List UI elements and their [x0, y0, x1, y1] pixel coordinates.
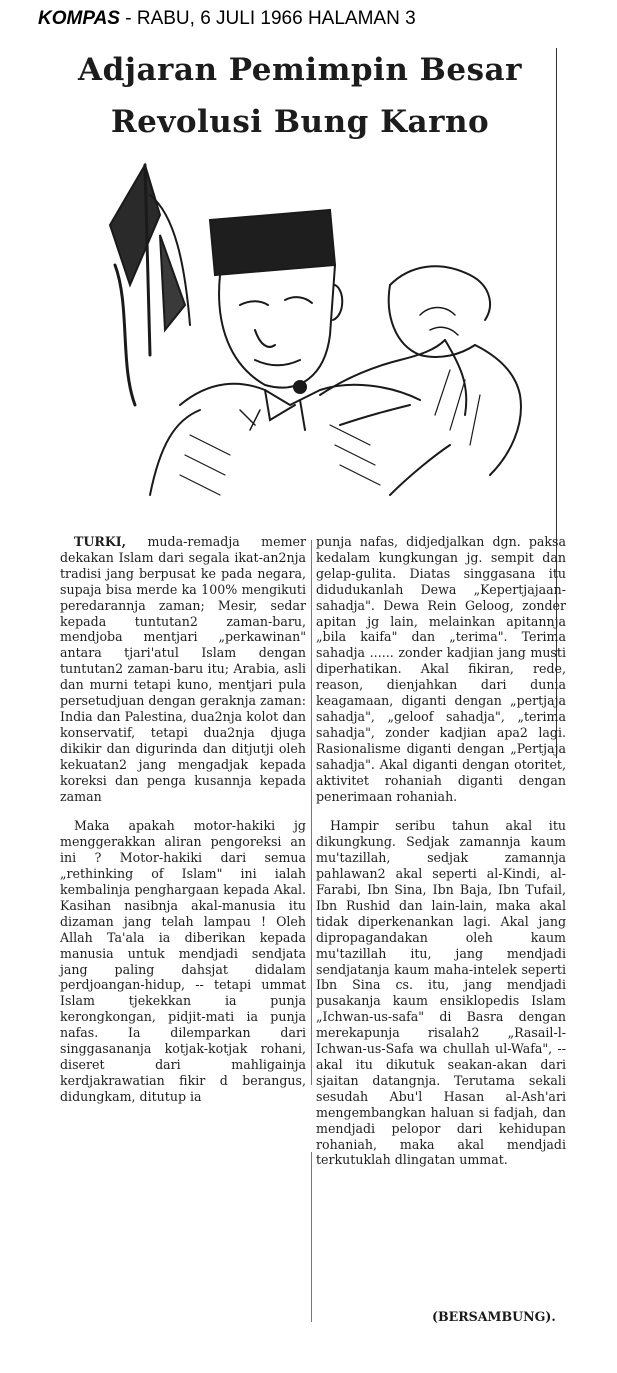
lead-word: TURKI, [74, 534, 127, 549]
paragraph [60, 534, 306, 804]
newspaper-brand: KOMPAS [38, 8, 120, 29]
article-column-left [60, 534, 306, 1119]
paragraph-text: muda-remadja memer dekakan Islam dari segala ikat-an2nja tradisi jang berpusat ke pada negara, supaja bisa merde ka 100% mengikuti peredarannja zaman; Mesir, sedar kepada tuntutan2 zaman-baru, mendjoba mentjari „perkawinan" antara tjari'atul Islam dengan tuntutan2 zaman-baru itu; Arabia, asli dan murni tetapi kuno, mentjari pula persetudjuan dengan geraknja zaman: India dan Palestina, dua2nja kolot dan konservatif, tetapi dua2nja djuga dikikir dan digurinda dan ditjutji oleh kekuatan2 jang mengadjak kepada koreksi dan penga kusannja kepada zaman [60, 534, 306, 804]
newspaper-header [38, 8, 416, 30]
paragraph: Maka apakah motor-hakiki jg menggerakkan aliran pengoreksi an ini ? Motor-hakiki dari semua „rethinking of Islam" ini ialah kembalinja penghargaan kepada Akal. Kasihan nasibnja akal-manusia itu dizaman jang telah lampau ! Oleh Allah Ta'ala ia diberikan kepada manusia untuk mendjadi sendjata jang paling dahsjat didalam perdjoangan-hidup, -- tetapi ummat Islam tjekekkan ia punja kerongkongan, pidjit-mati ia punja nafas. Ia dilemparkan dari singgasananja kotjak-kotjak rohani, diseret dari mahligainja kerdjakrawatian fikir d berangus, didungkam, ditutup ia [60, 818, 306, 1104]
newspaper-date-page: - RABU, 6 JULI 1966 HALAMAN 3 [119, 8, 416, 29]
column-divider [311, 1152, 312, 1322]
sketch-portrait-figure-icon [90, 155, 545, 515]
paragraph: punja nafas, didjedjalkan dgn. paksa kedalam kungkungan jg. sempit dan gelap-gulita. Diatas singgasana itu didudukanlah Dewa „Kepertjajaan-sahadja". Dewa Rein Geloog, zonder apitan jg lain, melainkan apitannja „bila kaifa" dan „terima". Terima sahadja ...... zonder kadjian jang musti diperhatikan. Akal fikiran, rede, reason, dienjahkan dari dunia keagamaan, diganti dengan „pertjaja sahadja", „geloof sahadja", „terima sahadja", zonder kadjian apa2 lagi. Rasionalisme diganti dengan „Pertjaja sahadja". Akal diganti dengan otoritet, aktivitet rohaniah diganti dengan penerimaan rohaniah. [316, 534, 566, 804]
article-title-line-1: Adjaran Pemimpin Besar [78, 52, 522, 88]
article-title [70, 44, 530, 148]
column-divider [311, 540, 312, 1085]
article-title-line-2: Revolusi Bung Karno [110, 104, 490, 140]
paragraph: Hampir seribu tahun akal itu dikungkung. Sedjak zamannja kaum mu'tazillah, sedjak zamannja pahlawan2 akal seperti al-Kindi, al-Farabi, Ibn Sina, Ibn Baja, Ibn Tufail, Ibn Rushid dan lain-lain, maka akal tidak diperkenankan lagi. Akal jang dipropagandakan oleh kaum mu'tazillah itu, jang mendjadi sendjatanja kaum maha-intelek seperti Ibn Sina cs. itu, jang mendjadi pusakanja kaum ensiklopedis Islam „Ichwan-us-safa" di Basra dengan merekapunja risalah2 „Rasail-l-Ichwan-us-Safa wa chullah ul-Wafa", -- akal itu dikutuk seakan-akan dari sjaitan datangnja. Terutama sekali sesudah Abu'l Hasan al-Ash'ari mengembangkan haluan si fadjah, dan mendjadi pelopor dari kehidupan rohaniah, maka akal mendjadi terkutuklah dlingatan ummat. [316, 818, 566, 1168]
article-column-right [316, 534, 566, 1182]
article-signoff: (BERSAMBUNG). [432, 1309, 556, 1324]
